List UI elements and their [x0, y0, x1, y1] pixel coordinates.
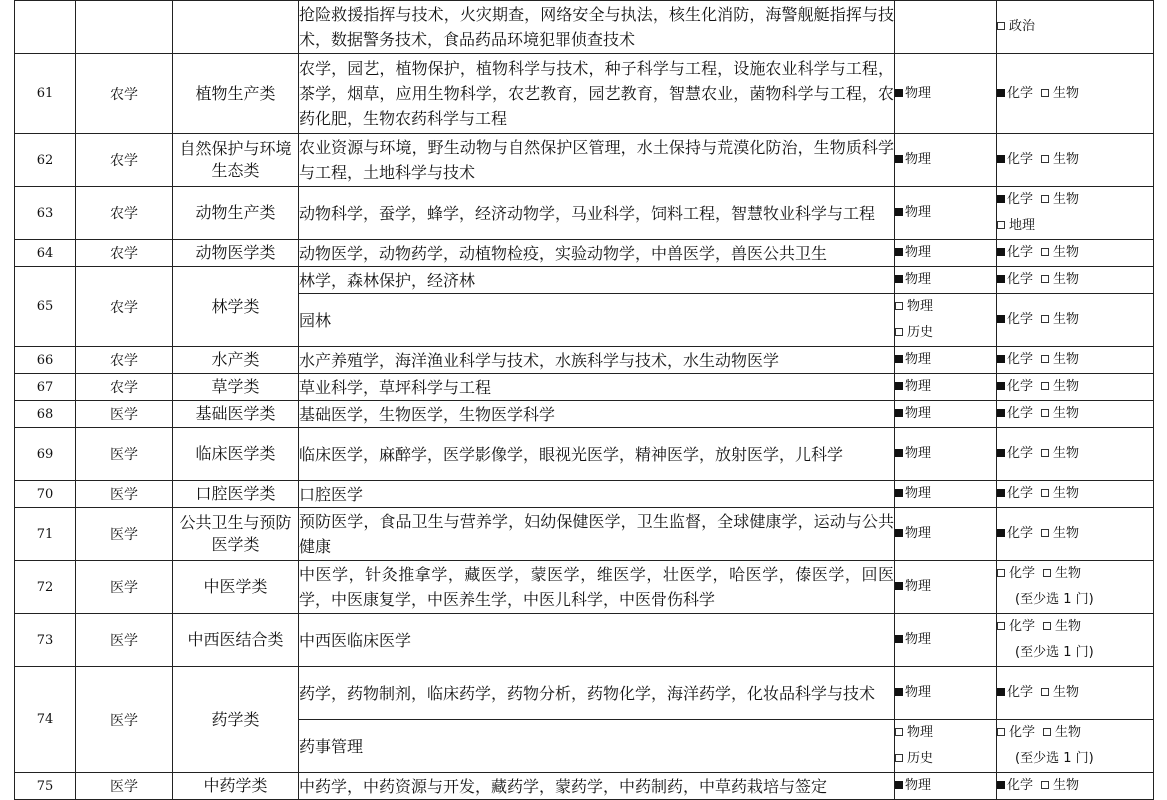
second-choice-subjects	[997, 347, 1154, 374]
major-class: 基础医学类	[173, 401, 299, 428]
checked-subject-option: 化学	[997, 446, 1033, 461]
row-number: 73	[15, 614, 76, 667]
major-class: 水产类	[173, 347, 299, 374]
discipline-category: 医学	[76, 614, 173, 667]
second-subject-line	[997, 267, 1153, 293]
major-class: 草学类	[173, 374, 299, 401]
checked-subject-option: 物理	[895, 152, 931, 167]
second-choice-subjects	[997, 1, 1154, 54]
discipline-category: 医学	[76, 773, 173, 800]
checked-subject-option: 物理	[895, 352, 931, 367]
table-row	[15, 428, 1154, 481]
second-choice-subjects	[997, 667, 1154, 720]
first-choice-subjects	[895, 773, 997, 800]
unchecked-subject-option: 生物	[1041, 526, 1079, 541]
first-subject-line	[895, 147, 996, 173]
checked-subject-option: 化学	[997, 192, 1033, 207]
row-number: 70	[15, 481, 76, 508]
table-row	[15, 773, 1154, 800]
second-subject-line	[997, 81, 1153, 107]
discipline-category: 医学	[76, 508, 173, 561]
row-number	[15, 1, 76, 54]
discipline-category: 农学	[76, 134, 173, 187]
checked-subject-option: 物理	[895, 778, 931, 793]
major-class: 中西医结合类	[173, 614, 299, 667]
first-subject-line	[895, 267, 996, 293]
second-choice-subjects	[997, 294, 1154, 347]
checked-subject-option: 化学	[997, 778, 1033, 793]
checked-subject-option: 物理	[895, 446, 931, 461]
row-number: 74	[15, 667, 76, 773]
unchecked-subject-option: 化学	[997, 725, 1035, 740]
table-row	[15, 508, 1154, 561]
unchecked-subject-option: 生物	[1041, 446, 1079, 461]
second-choice-subjects	[997, 134, 1154, 187]
second-choice-subjects	[997, 401, 1154, 428]
discipline-category: 医学	[76, 561, 173, 614]
first-subject-line	[895, 401, 996, 427]
unchecked-subject-option: 生物	[1041, 192, 1079, 207]
unchecked-subject-option: 生物	[1041, 352, 1079, 367]
majors-list: 基础医学，生物医学，生物医学科学	[299, 401, 895, 428]
discipline-category: 农学	[76, 240, 173, 267]
second-subject-line	[997, 240, 1153, 266]
first-choice-subjects	[895, 134, 997, 187]
row-number: 66	[15, 347, 76, 374]
second-subject-line	[997, 441, 1153, 467]
majors-list: 中药学，中药资源与开发，藏药学，蒙药学，中药制药，中草药栽培与签定	[299, 773, 895, 800]
checked-subject-option: 化学	[997, 152, 1033, 167]
checked-subject-option: 物理	[895, 205, 931, 220]
first-choice-subjects	[895, 267, 997, 294]
majors-list: 草业科学，草坪科学与工程	[299, 374, 895, 401]
second-subject-line	[997, 187, 1153, 213]
first-choice-subjects	[895, 374, 997, 401]
first-subject-line	[895, 441, 996, 467]
unchecked-subject-option: 政治	[997, 19, 1035, 34]
table-row	[15, 561, 1154, 614]
major-class: 临床医学类	[173, 428, 299, 481]
checked-subject-option: 物理	[895, 632, 931, 647]
unchecked-subject-option: 生物	[1041, 379, 1079, 394]
row-number: 68	[15, 401, 76, 428]
major-class	[173, 1, 299, 54]
majors-list: 农业资源与环境，野生动物与自然保护区管理，水土保持与荒漠化防治，生物质科学与工程，土地科学与技术	[299, 134, 895, 187]
major-class: 口腔医学类	[173, 481, 299, 508]
majors-list: 中医学，针灸推拿学，藏医学，蒙医学，维医学，壮医学，哈医学，傣医学，回医学，中医康复学，中医养生学，中医儿科学，中医骨伤科学	[299, 561, 895, 614]
first-choice-subjects	[895, 1, 997, 54]
second-subject-line	[997, 307, 1153, 333]
majors-list: 预防医学，食品卫生与营养学，妇幼保健医学，卫生监督，全球健康学，运动与公共健康	[299, 508, 895, 561]
unchecked-subject-option: 生物	[1041, 486, 1079, 501]
checked-subject-option: 物理	[895, 245, 931, 260]
second-subject-line	[997, 14, 1153, 40]
row-number: 64	[15, 240, 76, 267]
majors-list: 林学，森林保护，经济林	[299, 267, 895, 294]
discipline-category: 医学	[76, 481, 173, 508]
second-subject-line	[997, 347, 1153, 373]
unchecked-subject-option: 历史	[895, 325, 933, 340]
second-subject-line	[997, 521, 1153, 547]
row-number: 71	[15, 508, 76, 561]
major-class: 植物生产类	[173, 54, 299, 134]
unchecked-subject-option: 生物	[1041, 152, 1079, 167]
first-subject-line	[895, 680, 996, 706]
row-number: 69	[15, 428, 76, 481]
first-choice-subjects	[895, 667, 997, 720]
table-row	[15, 614, 1154, 667]
table-row	[15, 54, 1154, 134]
discipline-category: 农学	[76, 347, 173, 374]
selection-note: (至少选 1 门)	[1015, 751, 1094, 766]
discipline-category: 医学	[76, 667, 173, 773]
second-subject-line	[997, 147, 1153, 173]
first-choice-subjects	[895, 508, 997, 561]
second-subject-line	[997, 614, 1153, 640]
majors-list: 药事管理	[299, 720, 895, 773]
second-subject-line	[997, 773, 1153, 799]
checked-subject-option: 物理	[895, 486, 931, 501]
major-class: 林学类	[173, 267, 299, 347]
checked-subject-option: 物理	[895, 526, 931, 541]
discipline-category: 农学	[76, 267, 173, 347]
first-choice-subjects	[895, 481, 997, 508]
majors-list: 动物医学，动物药学，动植物检疫，实验动物学，中兽医学，兽医公共卫生	[299, 240, 895, 267]
row-number: 75	[15, 773, 76, 800]
first-subject-line	[895, 294, 996, 320]
checked-subject-option: 化学	[997, 272, 1033, 287]
table-row	[15, 187, 1154, 240]
checked-subject-option: 化学	[997, 406, 1033, 421]
first-subject-line	[895, 200, 996, 226]
majors-list: 口腔医学	[299, 481, 895, 508]
first-subject-line	[895, 374, 996, 400]
row-number: 62	[15, 134, 76, 187]
first-subject-line	[895, 574, 996, 600]
checked-subject-option: 化学	[997, 245, 1033, 260]
major-class: 动物医学类	[173, 240, 299, 267]
second-subject-line	[997, 720, 1153, 746]
second-subject-line	[997, 561, 1153, 587]
row-number: 61	[15, 54, 76, 134]
majors-list: 动物科学，蚕学，蜂学，经济动物学，马业科学，饲料工程，智慧牧业科学与工程	[299, 187, 895, 240]
second-choice-subjects	[997, 508, 1154, 561]
major-class: 药学类	[173, 667, 299, 773]
row-number: 72	[15, 561, 76, 614]
checked-subject-option: 化学	[997, 526, 1033, 541]
discipline-category	[76, 1, 173, 54]
second-subject-line	[997, 374, 1153, 400]
unchecked-subject-option: 生物	[1041, 86, 1079, 101]
major-class: 中药学类	[173, 773, 299, 800]
table-row	[15, 347, 1154, 374]
checked-subject-option: 化学	[997, 379, 1033, 394]
unchecked-subject-option: 生物	[1041, 685, 1079, 700]
unchecked-subject-option: 地理	[997, 218, 1035, 233]
discipline-category: 农学	[76, 54, 173, 134]
checked-subject-option: 化学	[997, 486, 1033, 501]
unchecked-subject-option: 生物	[1041, 778, 1079, 793]
first-subject-line	[895, 521, 996, 547]
table-row	[15, 1, 1154, 54]
majors-list: 抢险救援指挥与技术，火灾期查，网络安全与执法，核生化消防，海警舰艇指挥与技术，数据警务技术，食品药品环境犯罪侦查技术	[299, 1, 895, 54]
checked-subject-option: 化学	[997, 312, 1033, 327]
first-subject-line	[895, 240, 996, 266]
first-subject-line	[895, 773, 996, 799]
unchecked-subject-option: 生物	[1043, 725, 1081, 740]
second-subject-line	[997, 481, 1153, 507]
first-choice-subjects	[895, 294, 997, 347]
second-choice-subjects	[997, 240, 1154, 267]
unchecked-subject-option: 生物	[1041, 272, 1079, 287]
unchecked-subject-option: 化学	[997, 619, 1035, 634]
unchecked-subject-option: 化学	[997, 566, 1035, 581]
second-choice-subjects	[997, 374, 1154, 401]
unchecked-subject-option: 生物	[1041, 312, 1079, 327]
second-subject-line	[997, 213, 1153, 239]
second-choice-subjects	[997, 481, 1154, 508]
major-class: 公共卫生与预防医学类	[173, 508, 299, 561]
first-choice-subjects	[895, 401, 997, 428]
first-subject-line	[895, 746, 996, 772]
first-choice-subjects	[895, 561, 997, 614]
row-number: 63	[15, 187, 76, 240]
second-subject-line	[997, 680, 1153, 706]
unchecked-subject-option: 物理	[895, 299, 933, 314]
checked-subject-option: 化学	[997, 86, 1033, 101]
first-choice-subjects	[895, 428, 997, 481]
discipline-category: 医学	[76, 428, 173, 481]
checked-subject-option: 物理	[895, 685, 931, 700]
majors-list: 园林	[299, 294, 895, 347]
selection-note: (至少选 1 门)	[1015, 645, 1094, 660]
second-choice-subjects	[997, 773, 1154, 800]
table-row	[15, 267, 1154, 294]
checked-subject-option: 化学	[997, 352, 1033, 367]
discipline-category: 农学	[76, 187, 173, 240]
majors-list: 临床医学，麻醉学，医学影像学，眼视光医学，精神医学，放射医学，儿科学	[299, 428, 895, 481]
unchecked-subject-option: 历史	[895, 751, 933, 766]
majors-list: 水产养殖学，海洋渔业科学与技术，水族科学与技术，水生动物医学	[299, 347, 895, 374]
discipline-category: 医学	[76, 401, 173, 428]
table-row	[15, 134, 1154, 187]
first-choice-subjects	[895, 187, 997, 240]
row-number: 65	[15, 267, 76, 347]
unchecked-subject-option: 物理	[895, 725, 933, 740]
major-class: 自然保护与环境生态类	[173, 134, 299, 187]
first-subject-line	[895, 347, 996, 373]
unchecked-subject-option: 生物	[1043, 566, 1081, 581]
checked-subject-option: 物理	[895, 272, 931, 287]
checked-subject-option: 物理	[895, 379, 931, 394]
majors-list: 农学，园艺，植物保护，植物科学与技术，种子科学与工程，设施农业科学与工程，茶学，烟草，应用生物科学，农艺教育，园艺教育，智慧农业，菌物科学与工程，农药化肥，生物农药科学与工程	[299, 54, 895, 134]
second-choice-subjects	[997, 561, 1154, 614]
unchecked-subject-option: 生物	[1041, 406, 1079, 421]
first-subject-line	[895, 720, 996, 746]
second-choice-subjects	[997, 428, 1154, 481]
second-choice-subjects	[997, 267, 1154, 294]
second-choice-subjects	[997, 54, 1154, 134]
checked-subject-option: 物理	[895, 579, 931, 594]
selection-note: (至少选 1 门)	[1015, 592, 1094, 607]
first-subject-line	[895, 481, 996, 507]
second-choice-subjects	[997, 720, 1154, 773]
first-choice-subjects	[895, 614, 997, 667]
first-choice-subjects	[895, 347, 997, 374]
second-choice-subjects	[997, 614, 1154, 667]
major-class: 中医学类	[173, 561, 299, 614]
checked-subject-option: 化学	[997, 685, 1033, 700]
second-subject-line	[997, 401, 1153, 427]
subject-requirements-table	[14, 0, 1154, 800]
majors-list: 中西医临床医学	[299, 614, 895, 667]
major-class: 动物生产类	[173, 187, 299, 240]
discipline-category: 农学	[76, 374, 173, 401]
table-row	[15, 667, 1154, 720]
table-row	[15, 374, 1154, 401]
first-choice-subjects	[895, 54, 997, 134]
table-row	[15, 481, 1154, 508]
second-choice-subjects	[997, 187, 1154, 240]
majors-list: 药学，药物制剂，临床药学，药物分析，药物化学，海洋药学，化妆品科学与技术	[299, 667, 895, 720]
first-choice-subjects	[895, 720, 997, 773]
first-subject-line	[895, 81, 996, 107]
table-row	[15, 401, 1154, 428]
first-subject-line	[895, 627, 996, 653]
unchecked-subject-option: 生物	[1043, 619, 1081, 634]
unchecked-subject-option: 生物	[1041, 245, 1079, 260]
first-subject-line	[895, 320, 996, 346]
checked-subject-option: 物理	[895, 406, 931, 421]
first-choice-subjects	[895, 240, 997, 267]
checked-subject-option: 物理	[895, 86, 931, 101]
row-number: 67	[15, 374, 76, 401]
table-row	[15, 240, 1154, 267]
